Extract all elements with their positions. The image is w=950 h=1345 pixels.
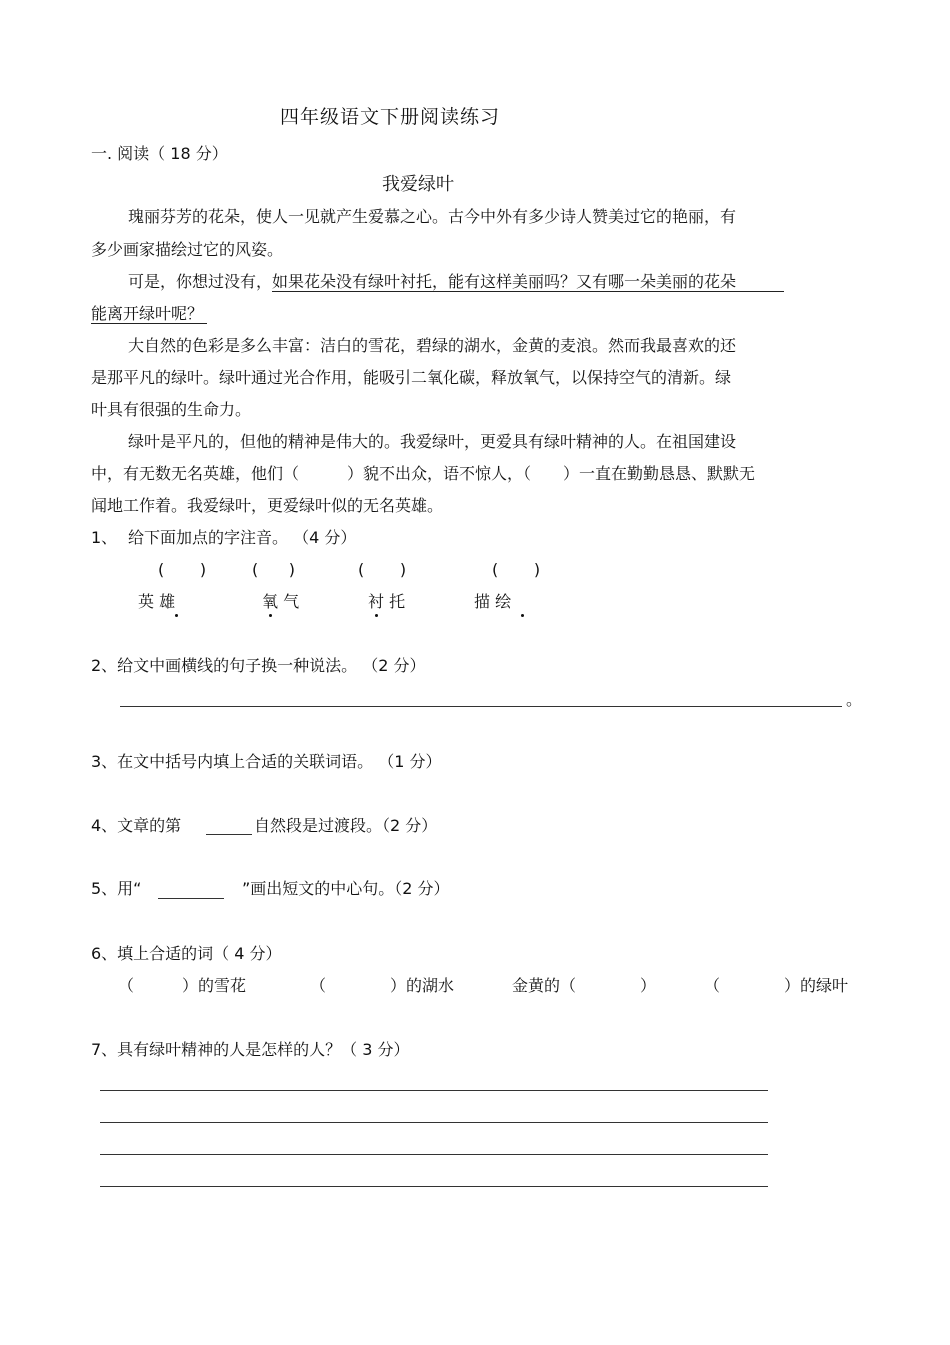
fill-word-item[interactable]: （ ）的雪花 — [118, 976, 247, 995]
passage-line: 中，有无数无名英雄，他们（ ）貌不出众，语不惊人，（ ）一直在勤勤恳恳、默默无 — [91, 464, 756, 483]
passage-line: 大自然的色彩是多么丰富：洁白的雪花，碧绿的湖水，金黄的麦浪。然而我最喜欢的还 — [128, 336, 737, 355]
dotted-word: 氧 气 — [262, 592, 300, 611]
underline-sample — [158, 898, 224, 899]
period-mark: 。 — [846, 690, 863, 709]
question-2: 2、给文中画横线的句子换一种说法。 （2 分） — [91, 656, 426, 675]
pinyin-blank-2[interactable]: ( ) — [252, 560, 295, 579]
question-4-tail: 自然段是过渡段。（2 分） — [254, 816, 438, 835]
question-6: 6、填上合适的词（ 4 分） — [91, 944, 282, 963]
answer-line[interactable] — [100, 1122, 768, 1123]
answer-line[interactable] — [120, 706, 842, 707]
emphasis-dot — [521, 614, 524, 617]
fill-word-item[interactable]: （ ）的湖水 — [310, 976, 455, 995]
passage-line: 是那平凡的绿叶。绿叶通过光合作用，能吸引二氧化碳，释放氧气，以保持空气的清新。绿 — [91, 368, 732, 387]
pinyin-blank-4[interactable]: ( ) — [492, 560, 541, 579]
fill-word-item[interactable]: 金黄的（ ） — [512, 976, 657, 995]
passage-line — [128, 272, 784, 292]
passage-line: 闻地工作着。我爱绿叶，更爱绿叶似的无名英雄。 — [91, 496, 444, 515]
fill-word-item[interactable]: （ ）的绿叶 — [704, 976, 849, 995]
passage-line: 叶具有很强的生命力。 — [91, 400, 252, 419]
answer-line[interactable] — [100, 1090, 768, 1091]
passage-line: 绿叶是平凡的，但他的精神是伟大的。我爱绿叶，更爱具有绿叶精神的人。在祖国建设 — [128, 432, 737, 451]
passage-line: 多少画家描绘过它的风姿。 — [91, 240, 284, 259]
paragraph-number-blank[interactable] — [206, 834, 252, 835]
underlined-sentence: 如果花朵没有绿叶衬托，能有这样美丽吗？又有哪一朵美丽的花朵 — [272, 272, 784, 292]
pinyin-blank-3[interactable]: ( ) — [358, 560, 407, 579]
passage-line: 瑰丽芬芳的花朵，使人一见就产生爱慕之心。古今中外有多少诗人赞美过它的艳丽，有 — [128, 207, 737, 226]
page-title: 四年级语文下册阅读练习 — [280, 106, 501, 128]
emphasis-dot — [375, 614, 378, 617]
question-1: 给下面加点的字注音。 （4 分） — [128, 528, 357, 547]
question-5-lead: 5、用“ — [91, 879, 142, 898]
passage-line — [91, 304, 207, 324]
passage-title: 我爱绿叶 — [382, 174, 454, 195]
underlined-sentence: 能离开绿叶呢？ — [91, 304, 207, 324]
pinyin-blank-1[interactable]: ( ) — [158, 560, 207, 579]
answer-line[interactable] — [100, 1186, 768, 1187]
question-3: 3、在文中括号内填上合适的关联词语。 （1 分） — [91, 752, 442, 771]
question-1-number: 1、 — [91, 528, 118, 547]
passage-text: 可是，你想过没有， — [128, 272, 273, 291]
emphasis-dot — [175, 614, 178, 617]
question-4-lead: 4、文章的第 — [91, 816, 182, 835]
dotted-word: 衬 托 — [368, 592, 406, 611]
emphasis-dot — [269, 614, 272, 617]
answer-line[interactable] — [100, 1154, 768, 1155]
dotted-word: 描 绘 — [474, 592, 512, 611]
question-7: 7、具有绿叶精神的人是怎样的人？（ 3 分） — [91, 1040, 410, 1059]
section-label: 一. 阅读（ 18 分） — [91, 144, 228, 163]
dotted-word: 英 雄 — [138, 592, 176, 611]
question-5-tail: ”画出短文的中心句。（2 分） — [242, 879, 450, 898]
